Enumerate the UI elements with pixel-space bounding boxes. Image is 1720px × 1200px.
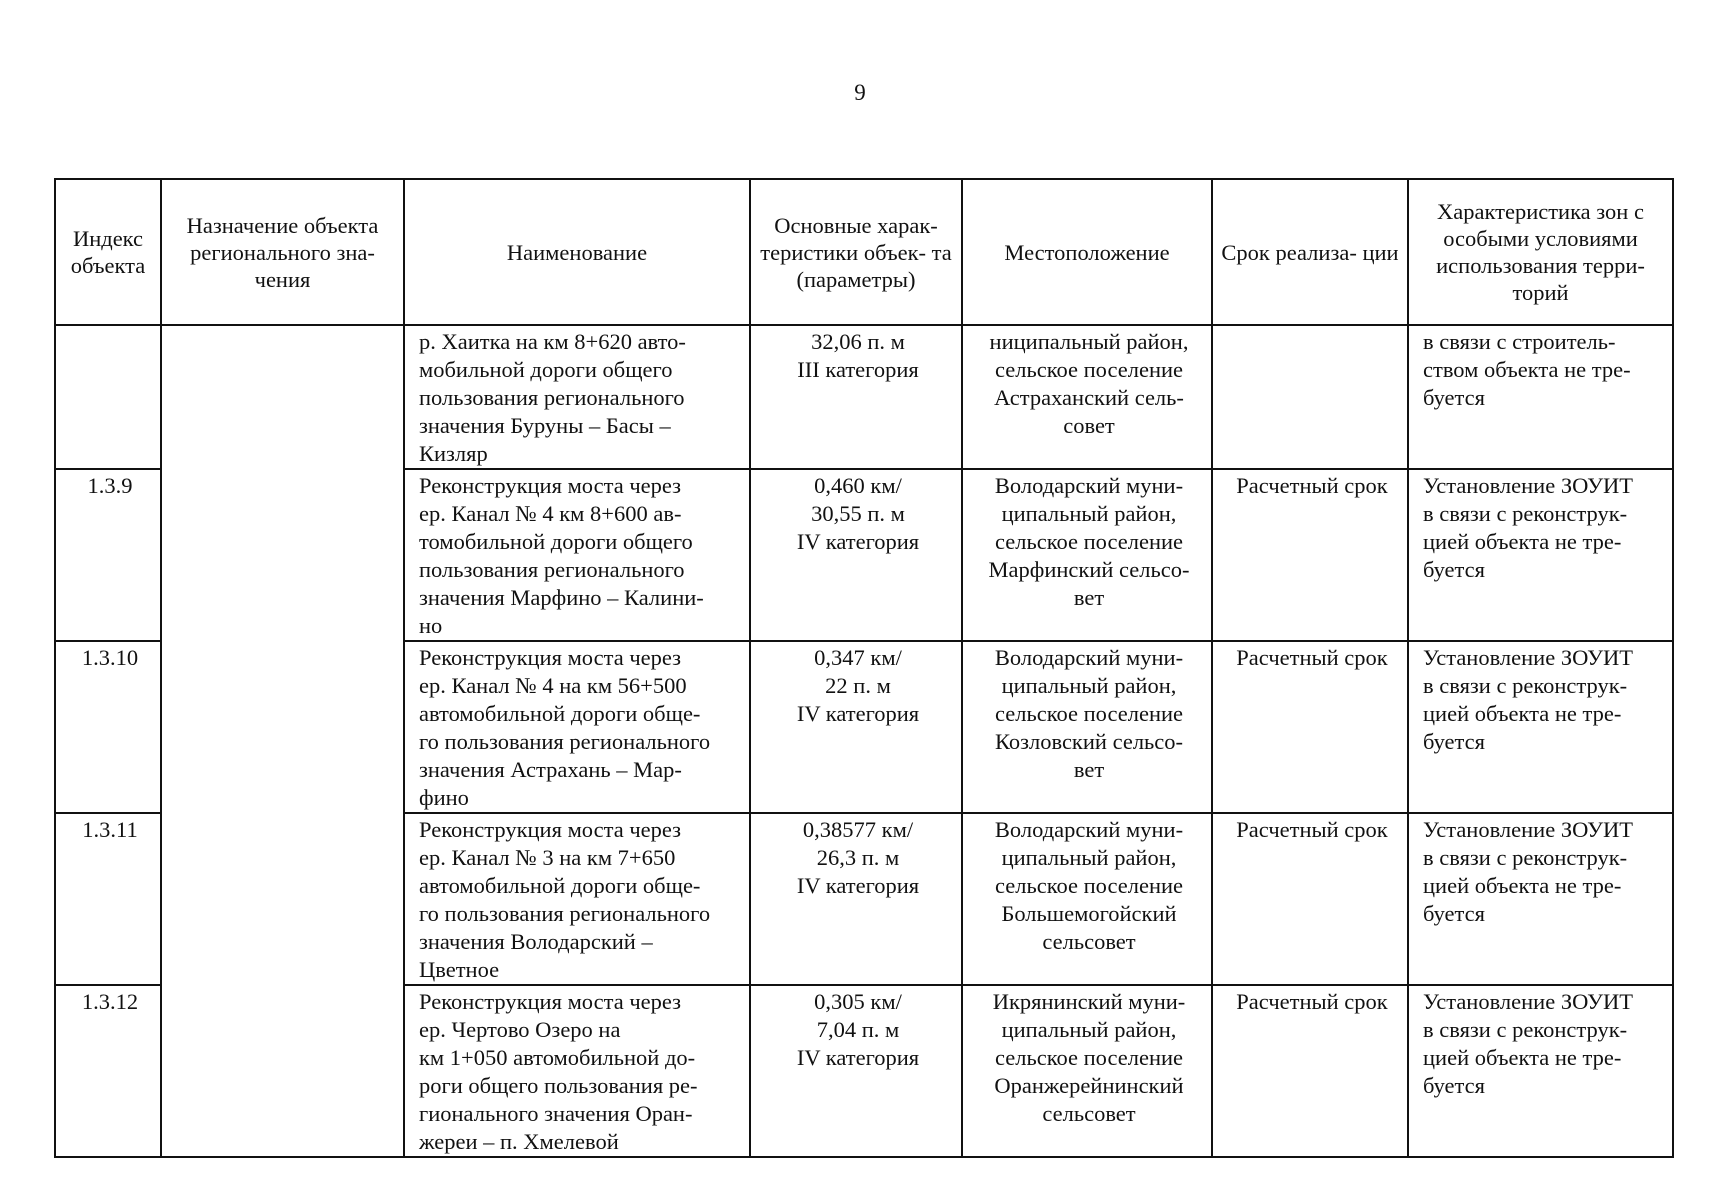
cell-term: Расчетный срок bbox=[1212, 985, 1408, 1157]
header-index: Индекс объекта bbox=[55, 179, 161, 325]
cell-params: 0,347 км/ 22 п. м IV категория bbox=[750, 641, 962, 813]
page-number: 9 bbox=[854, 80, 866, 105]
cell-index: 1.3.10 bbox=[55, 641, 161, 813]
header-purpose: Назначение объекта регионального зна- чения bbox=[161, 179, 404, 325]
cell-name: Реконструкция моста через ер. Канал № 4 на км 56+500 автомобильной дороги обще- го пользования регионального значения Астрахань – Мар- фино bbox=[404, 641, 750, 813]
cell-params: 0,305 км/ 7,04 п. м IV категория bbox=[750, 985, 962, 1157]
cell-location: Володарский муни- ципальный район, сельское поселение Большемогойский сельсовет bbox=[962, 813, 1212, 985]
header-params: Основные харак- теристики объек- та (параметры) bbox=[750, 179, 962, 325]
cell-location: ниципальный район, сельское поселение Астраханский сель- совет bbox=[962, 325, 1212, 469]
cell-name: р. Хаитка на км 8+620 авто- мобильной дороги общего пользования регионального значения Буруны – Басы – Кизляр bbox=[404, 325, 750, 469]
cell-term bbox=[1212, 325, 1408, 469]
cell-term: Расчетный срок bbox=[1212, 469, 1408, 641]
header-location: Местоположение bbox=[962, 179, 1212, 325]
regional-objects-table bbox=[54, 178, 1674, 1158]
cell-index bbox=[55, 325, 161, 469]
table-header-row bbox=[55, 179, 1673, 325]
cell-zones: Установление ЗОУИТ в связи с реконструк- цией объекта не тре- буется bbox=[1408, 641, 1673, 813]
cell-name: Реконструкция моста через ер. Чертово Озеро на км 1+050 автомобильной до- роги общего пользования ре- гионального значения Оран- жереи – п. Хмелевой bbox=[404, 985, 750, 1157]
cell-index: 1.3.12 bbox=[55, 985, 161, 1157]
cell-location: Володарский муни- ципальный район, сельское поселение Марфинский сельсо- вет bbox=[962, 469, 1212, 641]
cell-params: 0,38577 км/ 26,3 п. м IV категория bbox=[750, 813, 962, 985]
cell-term: Расчетный срок bbox=[1212, 641, 1408, 813]
cell-zones: Установление ЗОУИТ в связи с реконструк- цией объекта не тре- буется bbox=[1408, 985, 1673, 1157]
cell-zones: в связи с строитель- ством объекта не тре- буется bbox=[1408, 325, 1673, 469]
header-name: Наименование bbox=[404, 179, 750, 325]
cell-zones: Установление ЗОУИТ в связи с реконструк- цией объекта не тре- буется bbox=[1408, 813, 1673, 985]
cell-purpose-merged bbox=[161, 325, 404, 1157]
cell-params: 32,06 п. м III категория bbox=[750, 325, 962, 469]
cell-name: Реконструкция моста через ер. Канал № 4 км 8+600 ав- томобильной дороги общего пользования регионального значения Марфино – Калини- но bbox=[404, 469, 750, 641]
cell-params: 0,460 км/ 30,55 п. м IV категория bbox=[750, 469, 962, 641]
cell-index: 1.3.9 bbox=[55, 469, 161, 641]
cell-index: 1.3.11 bbox=[55, 813, 161, 985]
cell-term: Расчетный срок bbox=[1212, 813, 1408, 985]
cell-zones: Установление ЗОУИТ в связи с реконструк- цией объекта не тре- буется bbox=[1408, 469, 1673, 641]
header-term: Срок реализа- ции bbox=[1212, 179, 1408, 325]
cell-location: Икрянинский муни- ципальный район, сельское поселение Оранжерейнинский сельсовет bbox=[962, 985, 1212, 1157]
table-row-continued bbox=[55, 325, 1673, 469]
header-zones: Характеристика зон с особыми условиями использования терри- торий bbox=[1408, 179, 1673, 325]
cell-name: Реконструкция моста через ер. Канал № 3 на км 7+650 автомобильной дороги обще- го пользования регионального значения Володарский – Цветное bbox=[404, 813, 750, 985]
cell-location: Володарский муни- ципальный район, сельское поселение Козловский сельсо- вет bbox=[962, 641, 1212, 813]
